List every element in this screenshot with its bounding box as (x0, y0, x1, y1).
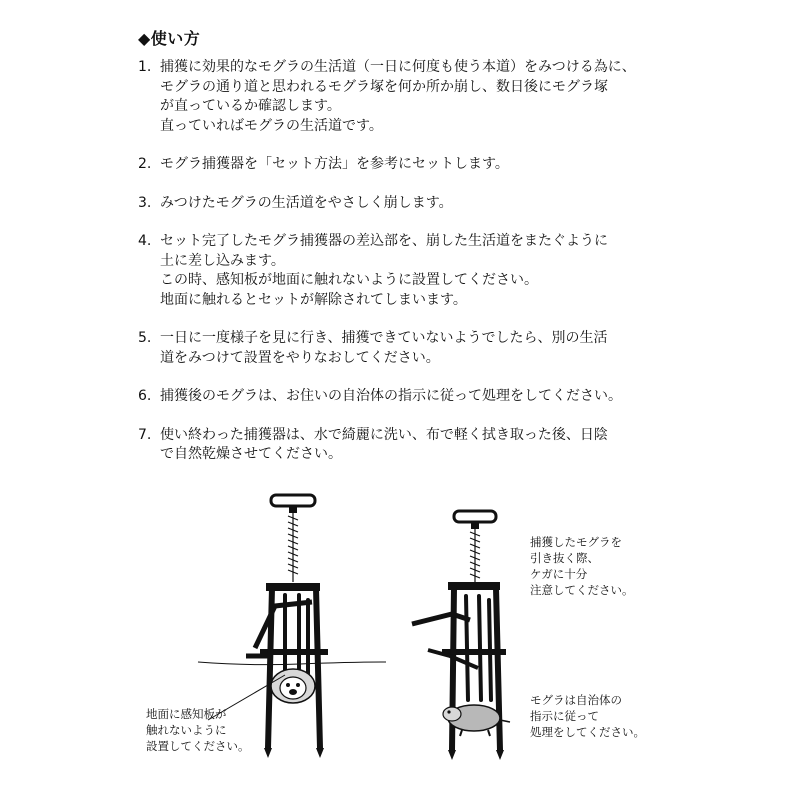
step-text (160, 387, 698, 407)
step-line: みつけたモグラの生活道をやさしく崩します。 (160, 194, 453, 211)
step-6 (138, 387, 698, 407)
callout-line: 設置してください。 (146, 739, 250, 753)
callout-line: 処理をしてください。 (530, 725, 645, 739)
step-7 (138, 426, 698, 465)
callout-line: 捕獲したモグラを (530, 535, 622, 549)
step-line: 地面に触れるとセットが解除されてしまいます。 (160, 291, 467, 308)
usage-steps-list (138, 58, 698, 484)
callout-line: 注意してください。 (530, 583, 634, 597)
sensor-plate (412, 614, 470, 624)
step-2 (138, 155, 698, 175)
mole-icon (271, 669, 315, 703)
callout-line: モグラは自治体の (530, 693, 622, 707)
callout-disposal-note (530, 692, 645, 740)
step-text (160, 58, 698, 136)
step-line: 捕獲後のモグラは、お住いの自治体の指示に従って処理をしてください。 (160, 388, 622, 404)
step-number: 1. (138, 59, 152, 75)
step-number: 2. (138, 156, 152, 172)
step-1 (138, 58, 698, 136)
step-text (160, 426, 698, 465)
callout-injury-warning (530, 534, 634, 598)
step-number: 3. (138, 194, 152, 211)
step-text (160, 194, 698, 214)
ground-line (198, 662, 386, 665)
step-line: 土に差し込みます。 (160, 252, 285, 269)
spring-icon (470, 529, 480, 585)
callout-line: ケガに十分 (530, 567, 588, 581)
step-line: この時、感知板が地面に触れないように設置してください。 (160, 272, 538, 288)
step-number: 6. (138, 388, 152, 404)
step-text (160, 155, 698, 175)
step-line: 使い終わった捕獲器は、水で綺麗に洗い、布で軽く拭き取った後、日陰 (160, 426, 608, 443)
callout-line: 地面に感知板が (146, 707, 227, 721)
step-line: 道をみつけて設置をやりなおしてください。 (160, 349, 440, 366)
step-number: 7. (138, 426, 152, 443)
step-line: 捕獲に効果的なモグラの生活道（一日に何度も使う本道）をみつける為に、 (160, 59, 636, 75)
step-line: モグラの通り道と思われるモグラ塚を何か所か崩し、数日後にモグラ塚 (160, 78, 608, 95)
callout-line: 指示に従って (530, 709, 599, 723)
step-number: 5. (138, 330, 152, 346)
trap-handle (454, 511, 496, 529)
step-line: セット完了したモグラ捕獲器の差込部を、崩した生活道をまたぐように (160, 233, 608, 249)
step-text (160, 329, 698, 368)
step-number: 4. (138, 233, 152, 249)
step-line: が直っているか確認します。 (160, 98, 341, 114)
trap-illustration (0, 480, 800, 800)
step-line: 一日に一度様子を見に行き、捕獲できていないようでしたら、別の生活 (160, 330, 608, 346)
spring-icon (288, 513, 298, 582)
callout-line: 引き抜く際、 (530, 551, 599, 565)
step-text (160, 232, 698, 310)
step-5 (138, 329, 698, 368)
callout-line: 触れないように (146, 723, 227, 737)
trap-handle (271, 495, 315, 513)
page-title: ◆使い方 (138, 29, 201, 48)
step-line: 直っていればモグラの生活道です。 (160, 117, 383, 134)
step-4 (138, 232, 698, 310)
step-line: モグラ捕獲器を「セット方法」を参考にセットします。 (160, 156, 509, 172)
step-3 (138, 194, 698, 214)
trap-triggered-illustration (412, 511, 510, 760)
callout-sensor-plate-note (146, 706, 250, 754)
step-line: で自然乾燥させてください。 (160, 446, 342, 462)
